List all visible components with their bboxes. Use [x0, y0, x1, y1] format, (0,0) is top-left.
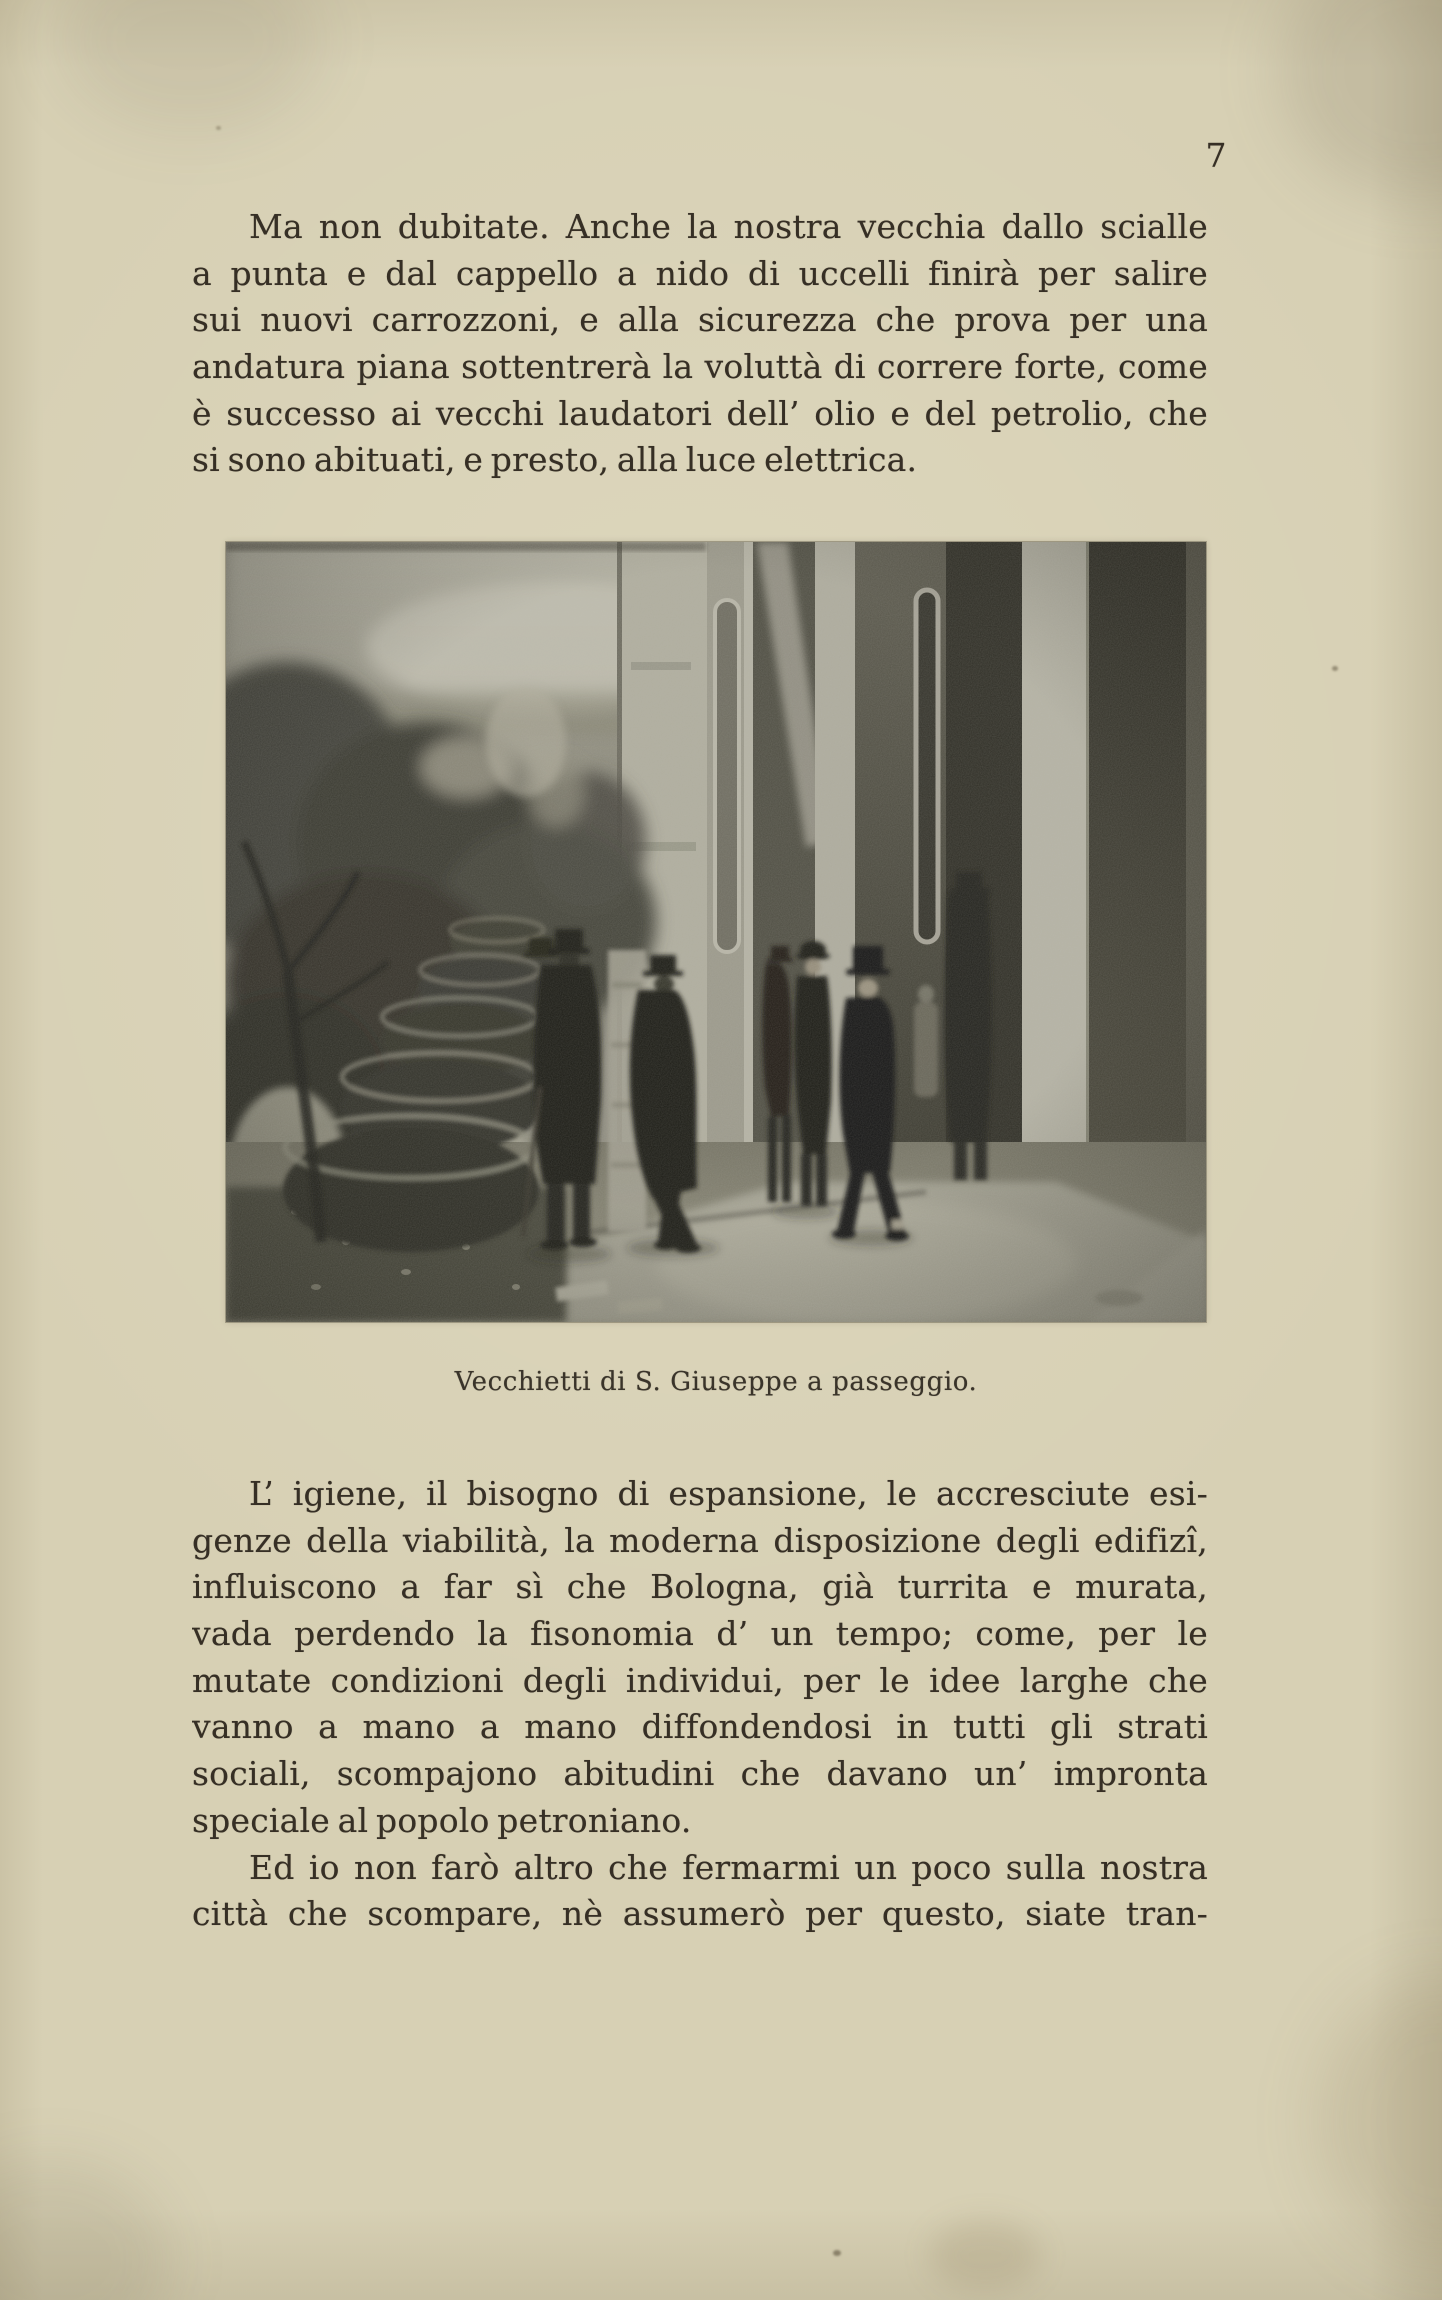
text-line: sui nuovi carrozzoni, e alla sicurezza che prova per una	[192, 300, 1208, 340]
text-line: mutate condizioni degli individui, per le idee larghe che	[192, 1660, 1208, 1700]
paper-stain	[60, 0, 320, 130]
text-line: è successo ai vecchi laudatori dell’ olio e del petrolio, che	[192, 393, 1208, 433]
text-line: città che scompare, nè assumerò per questo, siate tran-	[192, 1894, 1208, 1934]
paper-stain	[1280, 0, 1442, 200]
text-line: vanno a mano a mano diffondendosi in tutti gli strati	[192, 1707, 1208, 1747]
text-line: genze della viabilità, la moderna disposizione degli edifizî,	[192, 1520, 1208, 1560]
text-line: speciale al popolo petroniano.	[192, 1800, 692, 1840]
paper-stain	[1320, 1980, 1442, 2260]
text-line: a punta e dal cappello a nido di uccelli finirà per salire	[192, 253, 1208, 293]
paper-speck	[833, 2250, 841, 2256]
text-line: Ma non dubitate. Anche la nostra vecchia dallo scialle	[249, 207, 1208, 246]
photo-vecchietti	[226, 542, 1206, 1322]
photo-caption: Vecchietti di S. Giuseppe a passeggio.	[454, 1367, 978, 1397]
text-line: si sono abituati, e presto, alla luce elettrica.	[192, 440, 918, 480]
paper-stain	[930, 2220, 1040, 2290]
text-line: L’ igiene, il bisogno di espansione, le accresciute esi-	[249, 1474, 1208, 1513]
photo-illustration	[226, 542, 1206, 1322]
paragraph-2	[192, 1471, 1208, 1938]
film-grain	[226, 542, 1206, 1322]
text-line: influiscono a far sì che Bologna, già turrita e murata,	[192, 1567, 1208, 1607]
paper-stain	[0, 2160, 170, 2300]
page-number: 7	[1205, 136, 1227, 175]
text-line: Ed io non farò altro che fermarmi un poco sulla nostra	[249, 1847, 1208, 1887]
text-line: vada perdendo la fisonomia d’ un tempo; come, per le	[192, 1614, 1208, 1654]
text-line: sociali, scompajono abitudini che davano un’ impronta	[192, 1754, 1208, 1794]
text-line: andatura piana sottentrerà la voluttà di correre forte, come	[192, 347, 1208, 387]
paragraph-1	[192, 204, 1208, 484]
paper-speck	[1332, 666, 1338, 671]
paper-speck	[216, 126, 221, 130]
